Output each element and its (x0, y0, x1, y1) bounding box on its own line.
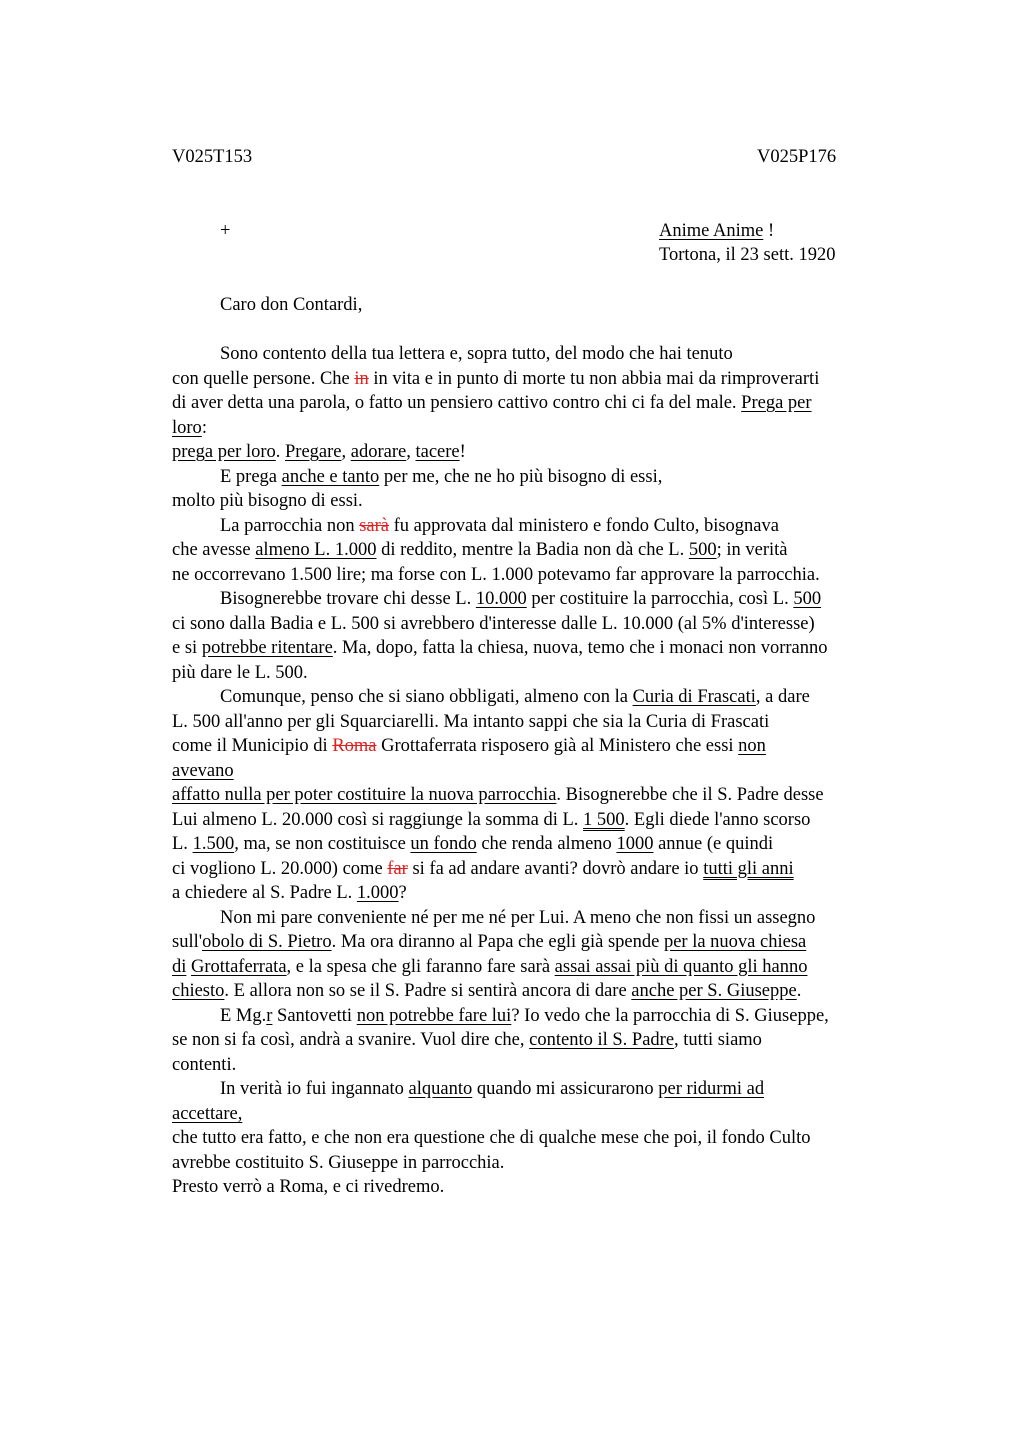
text-segment: ! (459, 442, 466, 462)
deleted-text: Roma (332, 736, 377, 756)
underlined-text: chiesto (172, 981, 225, 1001)
text-segment: . Ma, dopo, fatta la chiesa, nuova, temo che i monaci non vorranno (332, 638, 828, 658)
text-segment: In verità io fui ingannato (220, 1079, 409, 1099)
text-segment: , a dare (755, 687, 810, 707)
underlined-text: per ridurmi ad (658, 1079, 765, 1099)
motto-text: Anime Anime (659, 221, 764, 241)
text-line (172, 538, 912, 563)
text-line (172, 1077, 912, 1102)
text-line (172, 465, 912, 490)
salutation: Caro don Contardi, (220, 295, 363, 315)
underlined-text: adorare (350, 442, 407, 462)
text-line (172, 514, 912, 539)
text-line (172, 563, 912, 588)
underlined-text: Pregare (285, 442, 342, 462)
underlined-text: 500 (793, 589, 822, 609)
underlined-text: Grottaferrata (191, 956, 287, 977)
text-segment: ? (398, 883, 407, 903)
text-segment: si fa ad andare avanti? dovrò andare io (407, 858, 704, 879)
text-segment: : (201, 417, 207, 438)
underlined-text: 10.000 (475, 589, 527, 609)
cross-symbol: + (220, 221, 231, 241)
deleted-text: sarà (359, 515, 389, 536)
text-line (172, 1053, 912, 1078)
place-date: Tortona, il 23 sett. 1920 (659, 245, 836, 265)
document-code-left: V025T153 (172, 147, 253, 167)
text-segment: come il Municipio di (172, 736, 333, 756)
text-segment: quando mi assicurarono (472, 1079, 659, 1099)
text-segment: Santovetti (272, 1005, 357, 1026)
text-line (172, 636, 912, 661)
underlined-text: r (266, 1005, 273, 1026)
text-segment: L. (172, 834, 193, 854)
text-segment: L. 500 all'anno per gli Squarciarelli. Ma intanto sappi che sia la Curia di Frascati (172, 711, 770, 732)
document-code-right: V025P176 (757, 147, 837, 167)
text-segment: Sono contento della tua lettera e, sopra tutto, del modo che hai tenuto (220, 344, 733, 364)
text-line (172, 612, 912, 637)
underlined-text: anche e tanto (281, 466, 380, 487)
motto-mark: ! (767, 221, 775, 241)
text-segment: in vita e in punto di morte tu non abbia mai da rimproverarti (368, 368, 820, 389)
text-segment: se non si fa così, andrà a svanire. Vuol dire che, (172, 1030, 530, 1050)
text-segment: . (796, 981, 802, 1001)
underlined-text: 1.000 (356, 883, 399, 903)
text-segment: fu approvata dal ministero e fondo Culto, bisognava (389, 515, 779, 536)
text-segment: più dare le L. 500. (172, 662, 308, 683)
underlined-text: 1.500 (192, 834, 235, 854)
underlined-text: prega per loro (172, 442, 276, 462)
text-segment: . E allora non so se il S. Padre si sentirà ancora di dare (224, 981, 632, 1001)
text-segment: per costituire la parrocchia, così L. (526, 589, 794, 609)
underlined-text: assai assai più di quanto gli hanno (554, 956, 808, 977)
text-segment: Non mi pare conveniente né per me né per Lui. A meno che non fissi un assegno (220, 907, 816, 928)
text-segment: , tutti siamo (674, 1030, 762, 1050)
deleted-text: far (387, 858, 408, 879)
text-line (172, 1028, 912, 1053)
text-line (172, 587, 912, 612)
text-line (172, 1126, 912, 1151)
text-segment: . Ma ora diranno al Papa che egli già spende (331, 932, 664, 952)
underlined-text: avevano (172, 760, 234, 781)
text-segment: , ma, se non costituisce (234, 834, 411, 854)
double-underlined-text: tutti gli anni (703, 858, 794, 879)
underlined-text: per la nuova chiesa (663, 932, 807, 952)
text-line (172, 391, 912, 416)
letter-body (172, 342, 912, 1200)
text-segment: e si (172, 638, 202, 658)
text-segment: Lui almeno L. 20.000 così si raggiunge la somma di L. (172, 809, 584, 830)
text-segment: ? Io vedo che la parrocchia di S. Giuseppe, (511, 1005, 829, 1026)
text-segment: contenti. (172, 1054, 237, 1075)
text-segment: La parrocchia non (220, 515, 360, 536)
text-line (172, 955, 912, 980)
underlined-text: obolo di S. Pietro (202, 932, 332, 952)
text-segment: . (275, 442, 286, 462)
text-segment: annue (e quindi (653, 834, 774, 854)
underlined-text: tacere (415, 442, 460, 462)
text-segment: E prega (220, 466, 282, 487)
underlined-text: almeno L. 1.000 (255, 540, 377, 560)
underlined-text: anche per S. Giuseppe (631, 981, 797, 1001)
text-segment: . Egli diede l'anno scorso (624, 809, 811, 830)
text-line (172, 881, 912, 906)
underlined-text: contento il S. Padre (529, 1030, 675, 1050)
text-segment: a chiedere al S. Padre L. (172, 883, 357, 903)
underlined-text: non potrebbe fare lui (356, 1005, 512, 1026)
deleted-text: in (354, 368, 369, 389)
text-line (172, 440, 912, 465)
double-underlined-text: 1 500 (583, 809, 625, 830)
text-segment: che renda almeno (476, 834, 617, 854)
underlined-text: 500 (688, 540, 717, 560)
text-line (172, 1175, 912, 1200)
text-segment: con quelle persone. Che (172, 368, 355, 389)
text-line (172, 710, 912, 735)
text-segment: per me, che ne ho più bisogno di essi, (379, 466, 663, 487)
underlined-text: potrebbe ritentare (201, 638, 333, 658)
text-line (172, 832, 912, 857)
text-line (172, 1004, 912, 1029)
text-line (172, 857, 912, 882)
text-segment: , e la spesa che gli faranno fare sarà (286, 956, 555, 977)
underlined-text: affatto nulla per poter costituire la nuova parrocchia (172, 785, 557, 805)
text-segment: E Mg. (220, 1005, 267, 1026)
text-line (172, 661, 912, 686)
underlined-text: Curia di Frascati (632, 687, 756, 707)
text-segment: che avesse (172, 540, 256, 560)
underlined-text: Prega per (741, 393, 812, 413)
text-line (172, 759, 912, 784)
underlined-text: non (738, 736, 766, 756)
text-segment: Comunque, penso che si siano obbligati, almeno con la (220, 687, 633, 707)
text-segment: Grottaferrata risposero già al Ministero che essi (376, 736, 739, 756)
text-segment: Presto verrò a Roma, e ci rivedremo. (172, 1177, 445, 1197)
text-segment: che tutto era fatto, e che non era questione che di qualche mese che poi, il fondo Culto (172, 1128, 811, 1148)
underlined-text: alquanto (408, 1079, 473, 1099)
text-line (172, 367, 912, 392)
text-segment: di aver detta una parola, o fatto un pensiero cattivo contro chi ci fa del male. (172, 393, 742, 413)
text-line (172, 489, 912, 514)
text-segment: avrebbe costituito S. Giuseppe in parrocchia. (172, 1152, 505, 1173)
motto (659, 221, 774, 242)
text-line (172, 783, 912, 808)
text-line (172, 416, 912, 441)
text-line (172, 342, 912, 367)
text-segment: ; in verità (716, 540, 788, 560)
text-segment: ne occorrevano 1.500 lire; ma forse con L. 1.000 potevamo far approvare la parrocchia. (172, 564, 820, 585)
underlined-text: un fondo (410, 834, 477, 854)
text-segment: Bisognerebbe trovare chi desse L. (220, 589, 476, 609)
underlined-text: di (172, 956, 187, 977)
text-line (172, 930, 912, 955)
text-segment: . Bisognerebbe che il S. Padre desse (556, 785, 824, 805)
text-line (172, 685, 912, 710)
text-segment: ci vogliono L. 20.000) come (172, 858, 388, 879)
text-segment: , (341, 442, 351, 462)
text-line (172, 808, 912, 833)
text-segment: molto più bisogno di essi. (172, 491, 363, 511)
underlined-text: loro (172, 417, 202, 438)
text-segment: di reddito, mentre la Badia non dà che L. (376, 540, 689, 560)
text-segment: sull' (172, 932, 203, 952)
text-line (172, 1102, 912, 1127)
underlined-text: accettare, (172, 1103, 243, 1124)
text-segment: , (406, 442, 416, 462)
text-segment: ci sono dalla Badia e L. 500 si avrebbero d'interesse dalle L. 10.000 (al 5% d'interesse) (172, 613, 815, 634)
underlined-text: 1000 (616, 834, 654, 854)
text-line (172, 906, 912, 931)
text-line (172, 979, 912, 1004)
text-line (172, 1151, 912, 1176)
text-line (172, 734, 912, 759)
